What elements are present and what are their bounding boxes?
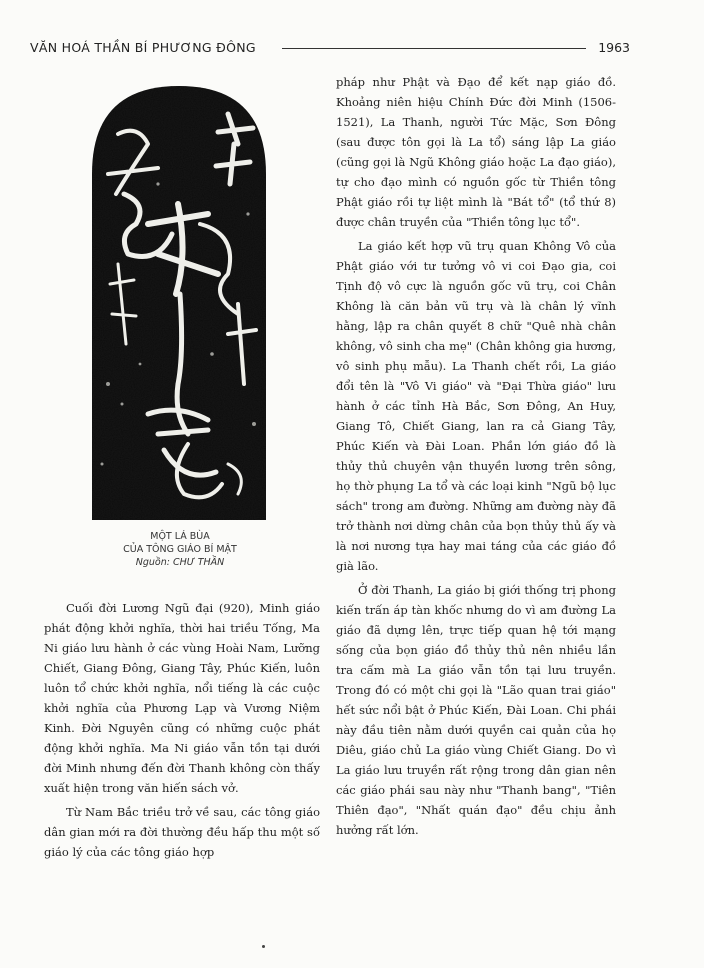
header-title: VĂN HOÁ THẦN BÍ PHƯƠNG ĐÔNG [30, 40, 256, 55]
caption-line-2: CỦA TÔNG GIÁO BÍ MẬT [123, 544, 237, 555]
right-column [336, 72, 616, 844]
paragraph: pháp như Phật và Đạo để kết nạp giáo đồ. Khoảng niên hiệu Chính Đức đời Minh (1506-1521), La Thanh, người Tức Mặc, Sơn Đông (sau được tôn gọi là La tổ) sáng lập La giáo (cũng gọi là Ngũ Không giáo hoặc La đạo giáo), tự cho đạo mình có nguồn gốc từ Thiền tông Phật giáo rồi tự liệt mình là "Bát tổ" (tổ thứ 8) được chân truyền của "Thiền tông lục tổ". [336, 75, 616, 229]
caption-source: Nguồn: CHƯ THẦN [135, 557, 225, 568]
paragraph: La giáo kết hợp vũ trụ quan Không Vô của Phật giáo với tư tưởng vô vi coi Đạo gia, coi Tịnh độ vô cực là nguồn gốc vũ trụ, coi Chân Không là căn bản vũ trụ và là chân lý vĩnh hằng, lập ra chân quyết 8 chữ "Quê nhà chân không, vô sinh cha mẹ" (Chân không gia hương, vô sinh phụ mẫu). La Thanh chết rồi, La giáo đổi tên là "Vô Vi giáo" và "Đại Thừa giáo" lưu hành ở các tỉnh Hà Bắc, Sơn Đông, An Huy, Giang Tô, Chiết Giang, lan ra cả Giang Tây, Phúc Kiến và Đài Loan. Phần lớn giáo đồ là thủy thủ chuyên vận thuyền lương trên sông, họ thờ phụng La tổ và các loại kinh "Ngũ bộ lục sách" trong am đường. Những am đường này đã trở thành nơi dừng chân của bọn thủy thủ ấy và là nơi nương tựa hay mai táng của các giáo đồ già lão. [336, 239, 616, 573]
header-rule [282, 48, 586, 49]
running-header [30, 40, 630, 58]
paragraph: Ở đời Thanh, La giáo bị giới thống trị phong kiến trấn áp tàn khốc nhưng do vì am đường La giáo đã dựng lên, trực tiếp quan hệ tới mạng sống của bọn giáo đồ thủy thủ nên nhiều lần tra cấm mà La giáo vẫn tồn tại lưu truyền. Trong đó có một chi gọi là "Lão quan trai giáo" hết sức nổi bật ở Phúc Kiến, Đài Loan. Chi phái này đầu tiên nằm dưới quyền cai quản của họ Diêu, giáo chủ La giáo vùng Chiết Giang. Do vì La giáo lưu truyền rất rộng trong dân gian nên các giáo phái sau này như "Thanh bang", "Tiên Thiên đạo", "Nhất quán đạo" đều chịu ảnh hưởng rất lớn. [336, 583, 616, 837]
left-column [44, 598, 320, 866]
paragraph: Từ Nam Bắc triều trở về sau, các tông giáo dân gian mới ra đời thường đều hấp thu một số giáo lý của các tông giáo hợp [44, 805, 320, 859]
page-number: 1963 [598, 40, 630, 55]
stone-stele-image [88, 84, 270, 520]
figure-caption [60, 530, 300, 569]
page-speck [262, 945, 265, 948]
paragraph: Cuối đời Lương Ngũ đại (920), Minh giáo phát động khởi nghĩa, thời hai triều Tống, Ma Ni giáo lưu hành ở các vùng Hoài Nam, Lưỡng Chiết, Giang Đông, Giang Tây, Phúc Kiến, luôn luôn tổ chức khởi nghĩa, nổi tiếng là các cuộc khởi nghĩa của Phương Lạp và Vương Niệm Kinh. Đời Nguyên cũng có những cuộc phát động khởi nghĩa. Ma Ni giáo vẫn tồn tại dưới đời Minh nhưng đến đời Thanh không còn thấy xuất hiện trong văn hiến sách vở. [44, 601, 320, 795]
caption-line-1: MỘT LÁ BÙA [150, 531, 210, 542]
